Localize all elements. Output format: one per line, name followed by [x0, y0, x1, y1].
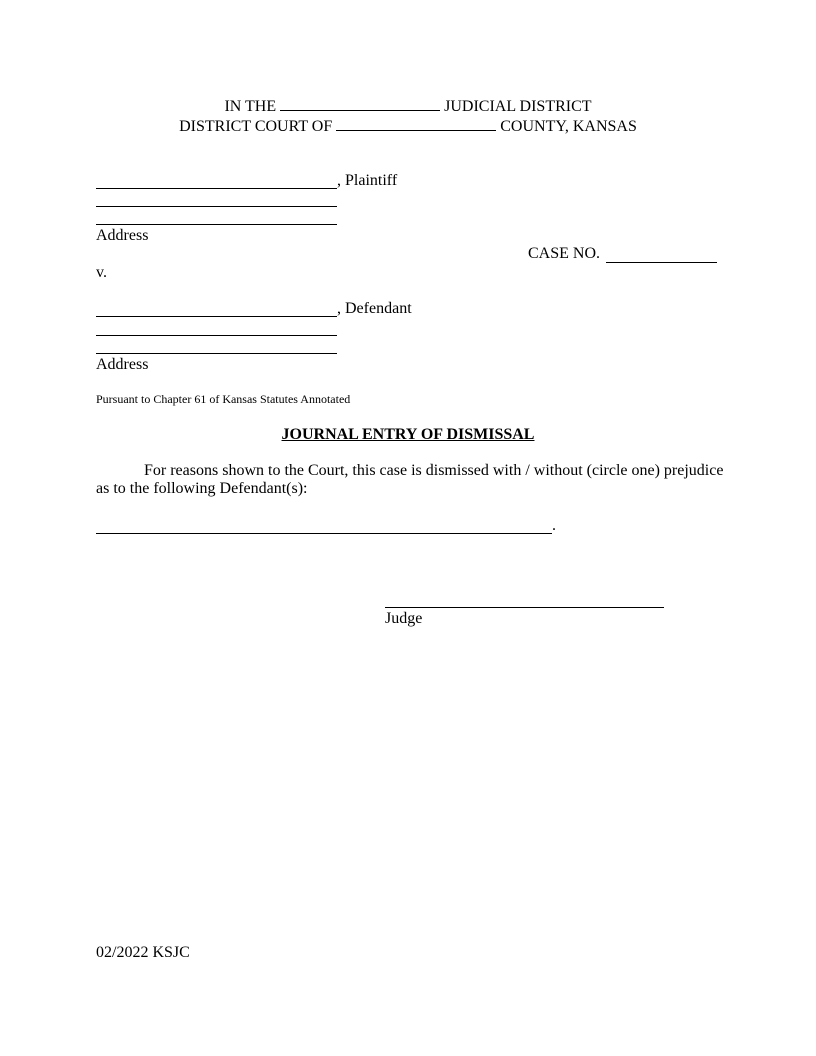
header-county-kansas: COUNTY, KANSAS: [500, 118, 637, 135]
plaintiff-label: , Plaintiff: [337, 172, 398, 189]
plaintiff-address-line-2[interactable]: [96, 224, 337, 225]
header-in-the: IN THE: [224, 98, 277, 115]
judicial-district-blank[interactable]: [280, 97, 440, 111]
defendant-address-line-1[interactable]: [96, 335, 337, 336]
header-district-court-of: DISTRICT COURT OF: [179, 118, 333, 135]
header-judicial-district: JUDICIAL DISTRICT: [444, 98, 592, 115]
defendant-name-blank[interactable]: [96, 316, 337, 317]
body-line-1: For reasons shown to the Court, this case is dismissed with / without (circle one) prejudice: [144, 462, 724, 479]
blank-period: .: [552, 517, 556, 534]
dismissed-defendants-blank[interactable]: [96, 533, 552, 534]
plaintiff-address-line-1[interactable]: [96, 206, 337, 207]
judge-label: Judge: [385, 610, 423, 627]
statute-note: Pursuant to Chapter 61 of Kansas Statutes Annotated: [96, 392, 351, 406]
county-blank[interactable]: [336, 117, 496, 131]
court-header-line-1: [0, 97, 816, 116]
defendant-address-line-2[interactable]: [96, 353, 337, 354]
defendant-address-label: Address: [96, 356, 149, 373]
document-title: JOURNAL ENTRY OF DISMISSAL: [281, 426, 535, 443]
versus-label: v.: [96, 264, 107, 281]
defendant-label: , Defendant: [337, 300, 412, 317]
case-number-blank[interactable]: [606, 262, 717, 263]
plaintiff-address-label: Address: [96, 227, 149, 244]
body-line-2: as to the following Defendant(s):: [96, 480, 308, 497]
plaintiff-name-blank[interactable]: [96, 188, 337, 189]
court-header-line-2: [0, 117, 816, 136]
case-number-label: CASE NO.: [528, 245, 601, 262]
judge-signature-line[interactable]: [385, 607, 664, 608]
form-version-footer: 02/2022 KSJC: [96, 944, 190, 961]
